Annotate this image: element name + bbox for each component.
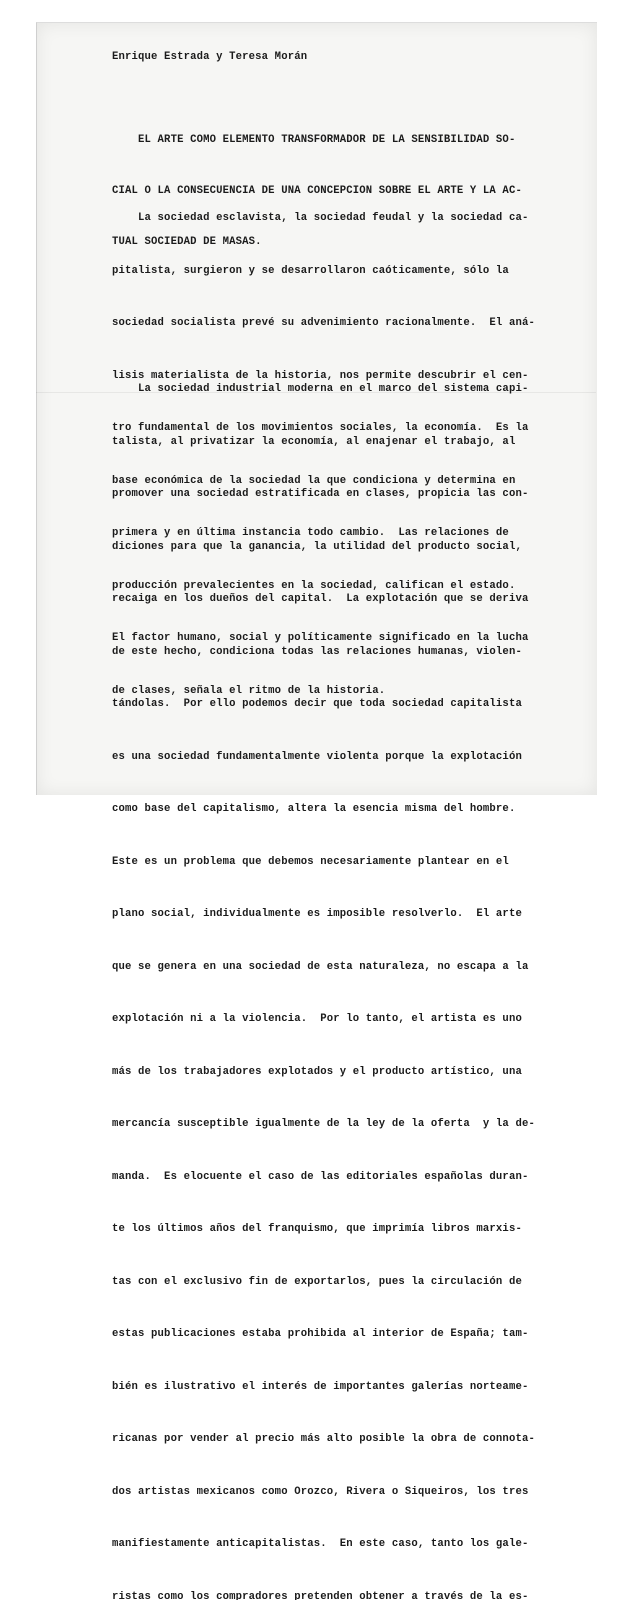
text-line: lisis materialista de la historia, nos permite descubrir el cen- bbox=[112, 368, 535, 386]
text-line: estas publicaciones estaba prohibida al interior de España; tam- bbox=[112, 1326, 535, 1344]
text-line: más de los trabajadores explotados y el producto artístico, una bbox=[112, 1064, 535, 1082]
paragraph-2 bbox=[112, 346, 535, 1600]
text-line: tándolas. Por ello podemos decir que toda sociedad capitalista bbox=[112, 696, 535, 714]
text-line: manda. Es elocuente el caso de las editoriales españolas duran- bbox=[112, 1169, 535, 1187]
title-line: TUAL SOCIEDAD DE MASAS. bbox=[112, 234, 522, 251]
text-line: El factor humano, social y políticamente significado en la lucha bbox=[112, 630, 535, 648]
text-line: ricanas por vender al precio más alto posible la obra de connota- bbox=[112, 1431, 535, 1449]
text-line: primera y en última instancia todo cambio. Las relaciones de bbox=[112, 525, 535, 543]
text-line: base económica de la sociedad la que condiciona y determina en bbox=[112, 473, 535, 491]
text-line: tas con el exclusivo fin de exportarlos, pues la circulación de bbox=[112, 1274, 535, 1292]
text-line: sociedad socialista prevé su advenimiento racionalmente. El aná- bbox=[112, 315, 535, 333]
text-line: te los últimos años del franquismo, que imprimía libros marxis- bbox=[112, 1221, 535, 1239]
text-line: ristas como los compradores pretenden obtener a través de la es- bbox=[112, 1589, 535, 1600]
title-line: EL ARTE COMO ELEMENTO TRANSFORMADOR DE LA SENSIBILIDAD SO- bbox=[112, 132, 522, 149]
text-line: promover una sociedad estratificada en clases, propicia las con- bbox=[112, 486, 535, 504]
text-line: mercancía susceptible igualmente de la ley de la oferta y la de- bbox=[112, 1116, 535, 1134]
text-line: como base del capitalismo, altera la esencia misma del hombre. bbox=[112, 801, 535, 819]
text-line: manifiestamente anticapitalistas. En este caso, tanto los gale- bbox=[112, 1536, 535, 1554]
text-line: producción prevalecientes en la sociedad, califican el estado. bbox=[112, 578, 535, 596]
text-line: La sociedad industrial moderna en el marco del sistema capi- bbox=[112, 381, 535, 399]
text-line: es una sociedad fundamentalmente violenta porque la explotación bbox=[112, 749, 535, 767]
text-line: tro fundamental de los movimientos sociales, la economía. Es la bbox=[112, 420, 535, 438]
author-line: Enrique Estrada y Teresa Morán bbox=[112, 51, 307, 63]
text-line: diciones para que la ganancia, la utilidad del producto social, bbox=[112, 539, 535, 557]
text-line: explotación ni a la violencia. Por lo tanto, el artista es uno bbox=[112, 1011, 535, 1029]
text-line: bién es ilustrativo el interés de importantes galerías norteame- bbox=[112, 1379, 535, 1397]
text-line: pitalista, surgieron y se desarrollaron caóticamente, sólo la bbox=[112, 263, 535, 281]
text-line: de este hecho, condiciona todas las relaciones humanas, violen- bbox=[112, 644, 535, 662]
text-line: dos artistas mexicanos como Orozco, Rivera o Siqueiros, los tres bbox=[112, 1484, 535, 1502]
text-line: talista, al privatizar la economía, al enajenar el trabajo, al bbox=[112, 434, 535, 452]
title-line: CIAL O LA CONSECUENCIA DE UNA CONCEPCION SOBRE EL ARTE Y LA AC- bbox=[112, 183, 522, 200]
text-line: La sociedad esclavista, la sociedad feudal y la sociedad ca- bbox=[112, 210, 535, 228]
text-line: plano social, individualmente es imposible resolverlo. El arte bbox=[112, 906, 535, 924]
text-line: que se genera en una sociedad de esta naturaleza, no escapa a la bbox=[112, 959, 535, 977]
text-line: de clases, señala el ritmo de la historia. bbox=[112, 683, 535, 701]
text-line: Este es un problema que debemos necesariamente plantear en el bbox=[112, 854, 535, 872]
text-line: recaiga en los dueños del capital. La explotación que se deriva bbox=[112, 591, 535, 609]
